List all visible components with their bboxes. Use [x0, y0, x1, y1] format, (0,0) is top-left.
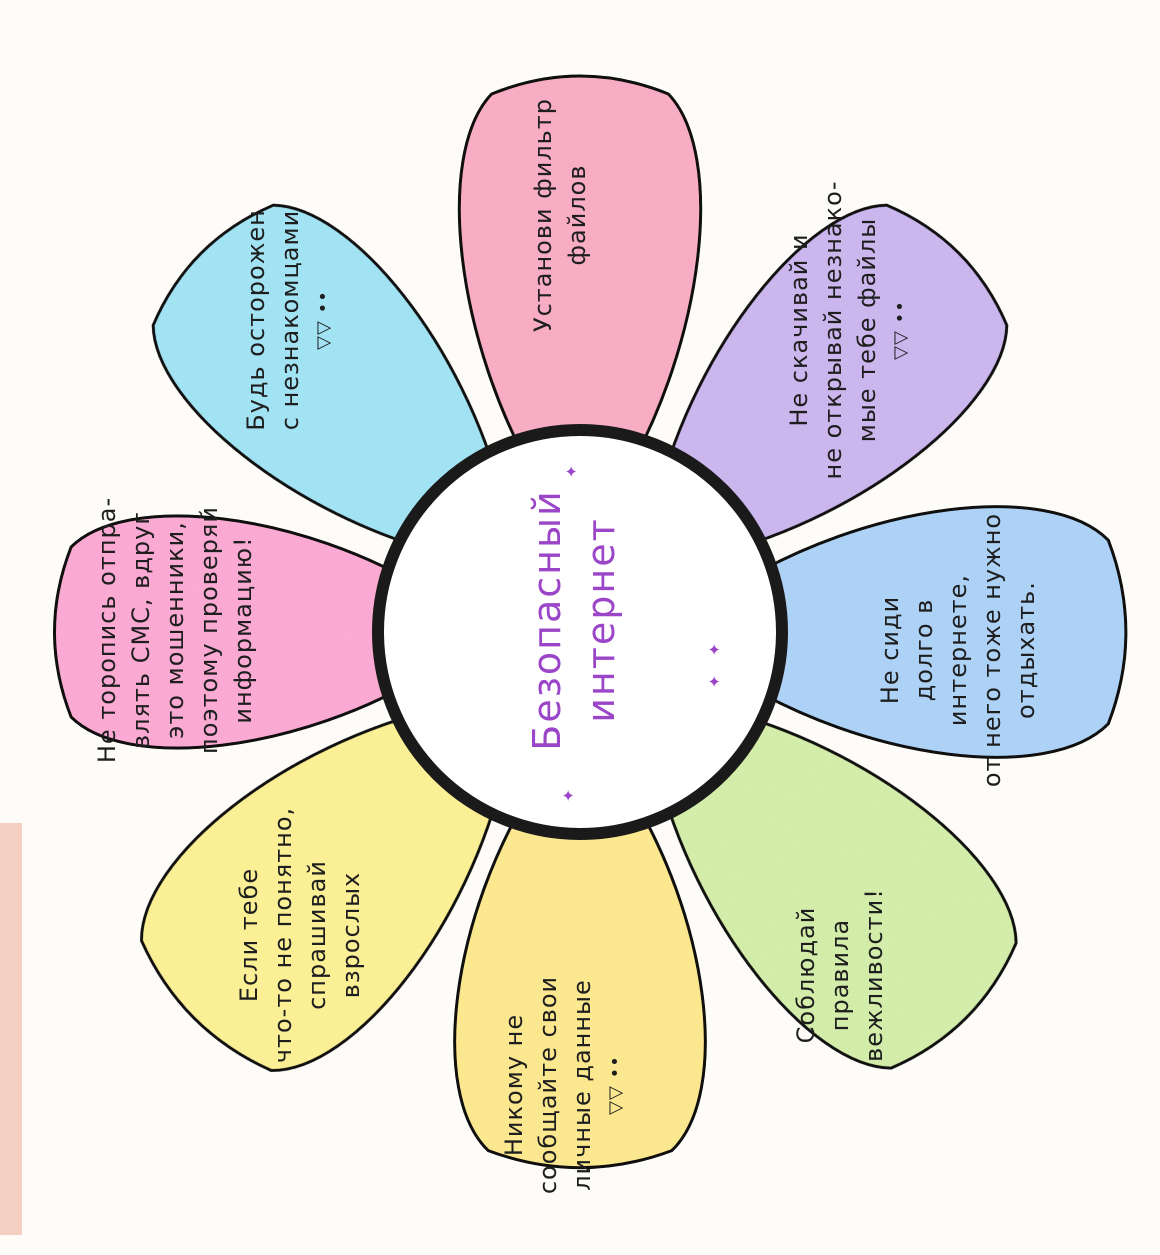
smiley-face-icon: ▽▽ •• [605, 1055, 626, 1115]
petal-line: от него тоже нужно [978, 512, 1006, 788]
petal-line: не открывай незнако- [819, 180, 847, 480]
petal-line: мые тебе файлы [853, 217, 881, 443]
petal-line: интернете, [944, 573, 972, 727]
petal-line: личные данные [568, 979, 596, 1191]
petal-line: спрашивай [303, 860, 331, 1010]
petal-line: взрослых [337, 871, 365, 999]
petal-line: Будь осторожен [242, 209, 270, 431]
petal-line: вежливости! [860, 888, 888, 1062]
smiley-face-icon: ▽▽ •• [313, 290, 334, 350]
petal-line: влять СМС, вдруг [127, 511, 155, 749]
petal-line: сообщайте свои [534, 975, 562, 1195]
petal-line: правила [826, 918, 854, 1032]
title-line-2: интернет [579, 517, 623, 723]
petal-line: Никому не [500, 1013, 528, 1157]
petal-text-right [873, 440, 1043, 860]
petal-line: файлов [563, 164, 591, 266]
petal-text-upper-left [239, 160, 341, 480]
smiley-face-icon: ▽▽ •• [890, 300, 911, 360]
sparkle-icon: ✦ [562, 464, 582, 479]
petal-line: Если тебе [235, 867, 263, 1003]
petal-line: это мошенники, [161, 521, 189, 739]
title-line-1: Безопасный [525, 489, 569, 751]
petal-line: отдыхать. [1012, 581, 1040, 719]
petal-line: что-то не понятно, [269, 806, 297, 1064]
petal-line: Не скачивай и [785, 233, 813, 427]
sparkle-icon: ✦ [705, 642, 725, 657]
sparkle-icon: ✦ [705, 674, 725, 689]
petal-line: с незнакомцами [276, 209, 304, 431]
petal-line: Не торопись отпра- [93, 496, 121, 764]
petal-line: поэтому проверяй [195, 506, 223, 754]
petal-line: долго в [910, 598, 938, 702]
petal-text-bottom [497, 915, 633, 1255]
petal-line: Установи фильтр [529, 97, 557, 333]
petal-line: Соблюдай [792, 906, 820, 1044]
petal-text-top [526, 45, 594, 385]
petal-text-left [90, 420, 260, 840]
petal-text-lower-right [789, 805, 891, 1145]
sparkle-icon: ✦ [559, 788, 579, 803]
petal-line: информацию! [229, 536, 257, 724]
petal-line: Не сиди [876, 595, 904, 705]
center-title [520, 440, 640, 803]
